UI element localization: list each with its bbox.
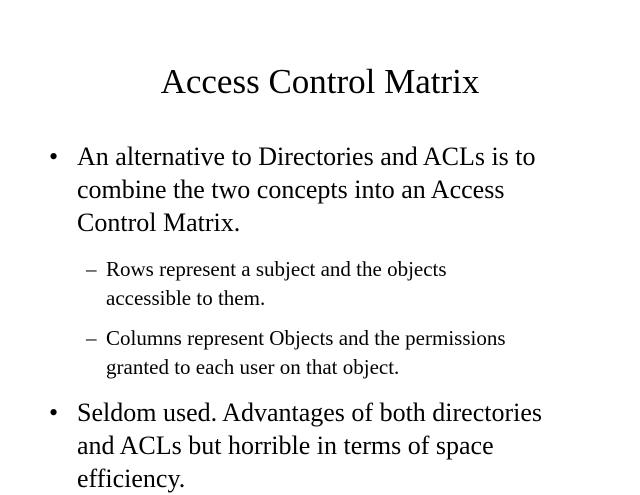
sub-bullet-line: Columns represent Objects and the permissions <box>106 326 506 350</box>
sub-bullet-marker: – <box>86 257 97 281</box>
bullet-item <box>49 396 617 495</box>
slide-title: Access Control Matrix <box>160 62 480 101</box>
bullet-line: Seldom used. Advantages of both directories <box>77 398 543 427</box>
sub-bullet-line: accessible to them. <box>106 286 266 310</box>
sub-bullet-item <box>86 255 606 313</box>
sub-bullet-line: Rows represent a subject and the objects <box>106 257 447 281</box>
bullet-marker: • <box>49 398 59 427</box>
sub-bullet-line: granted to each user on that object. <box>106 355 400 379</box>
bullet-line: efficiency. <box>77 464 186 493</box>
bullet-line: and ACLs but horrible in terms of space <box>77 431 494 460</box>
bullet-marker: • <box>49 142 59 171</box>
bullet-line: combine the two concepts into an Access <box>77 175 505 204</box>
sub-bullet-marker: – <box>86 326 97 350</box>
sub-bullet-item <box>86 324 606 382</box>
bullet-line: An alternative to Directories and ACLs is to <box>77 142 536 171</box>
bullet-item <box>49 140 617 239</box>
bullet-line: Control Matrix. <box>77 208 241 237</box>
